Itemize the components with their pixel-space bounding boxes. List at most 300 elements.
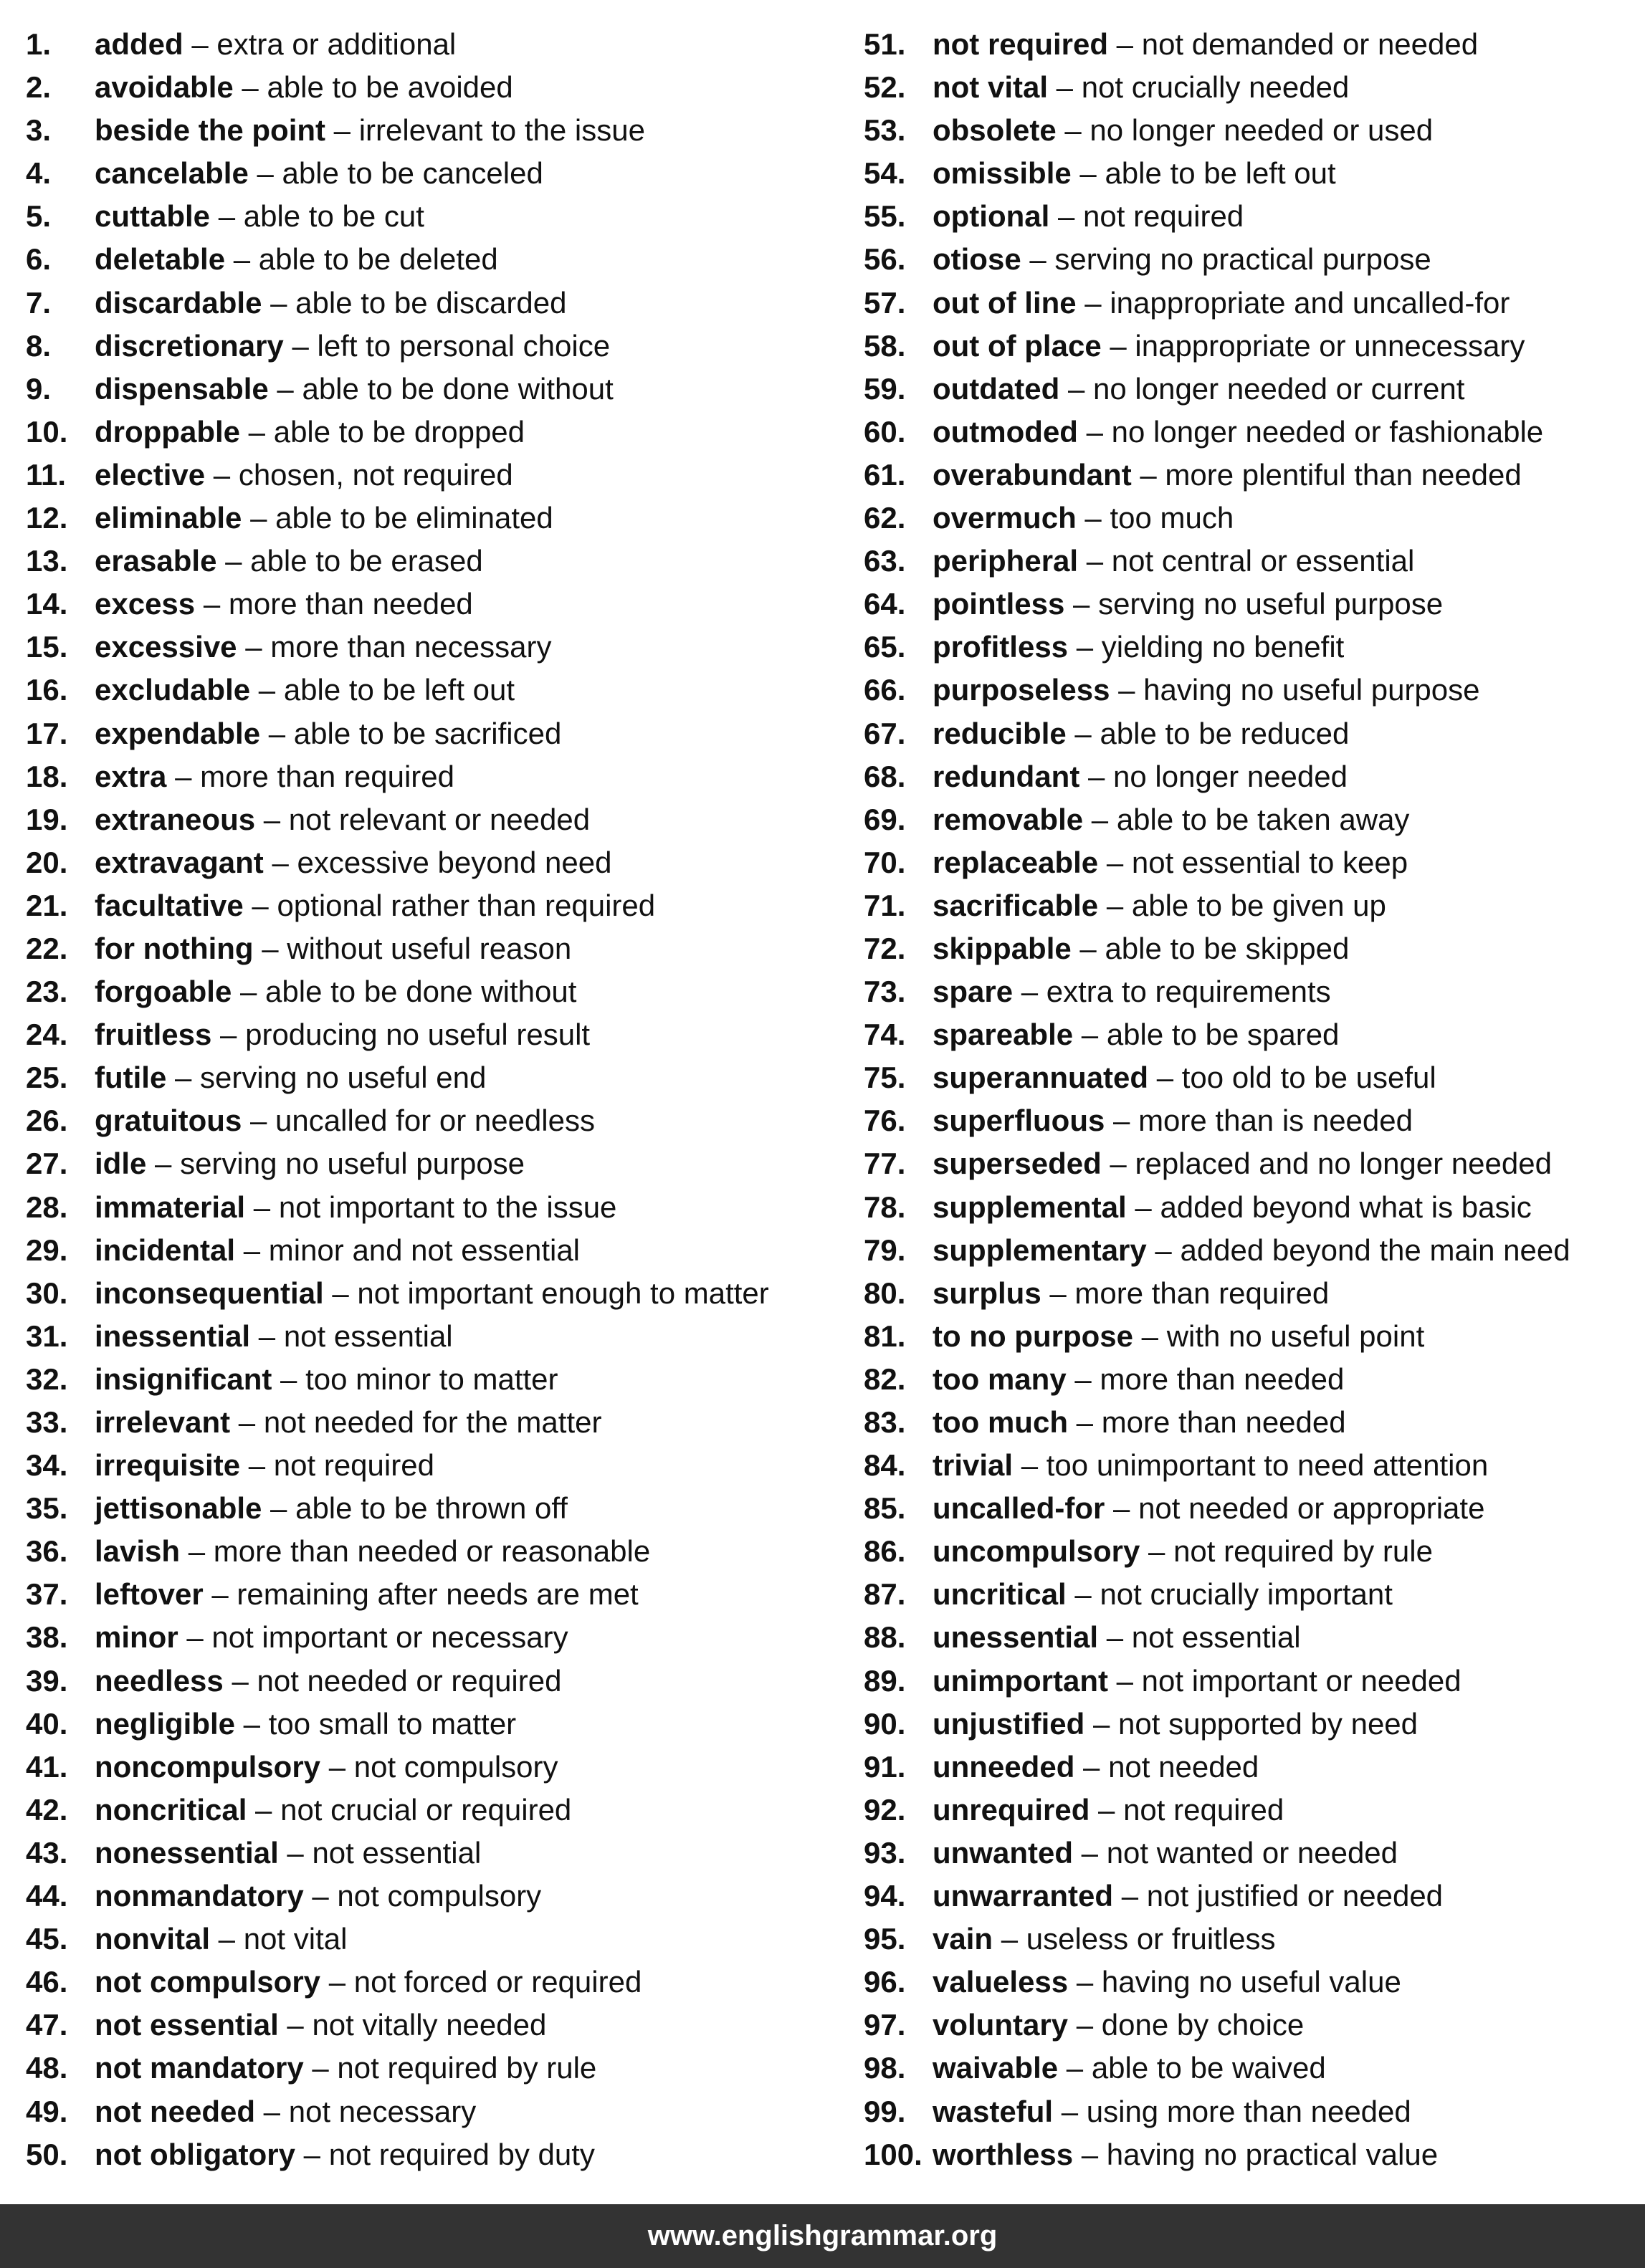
entry-term: waivable (933, 2051, 1059, 2085)
entry-number: 68. (864, 759, 906, 793)
entry-text (933, 1918, 1276, 1961)
list-item (26, 1616, 850, 1659)
entry-separator: – (320, 1749, 354, 1784)
entry-separator: – (235, 1706, 269, 1741)
entry-text (933, 1142, 1552, 1185)
entry-term: overmuch (933, 501, 1077, 535)
list-item (26, 1573, 850, 1616)
entry-separator: – (325, 113, 359, 148)
entry-definition: not required by rule (337, 2051, 597, 2085)
entry-text (933, 1746, 1259, 1789)
entry-term: unwarranted (933, 1879, 1114, 1913)
entry-term: dispensable (95, 371, 269, 406)
entry-term: purposeless (933, 673, 1110, 707)
entry-separator: – (1108, 27, 1142, 61)
entry-number: 57. (864, 285, 906, 320)
entry-term: pointless (933, 587, 1065, 621)
entry-text (933, 1358, 1344, 1401)
list-item (26, 927, 850, 970)
list-item (864, 1746, 1638, 1789)
entry-definition: more than is needed (1138, 1104, 1413, 1138)
entry-separator: – (1056, 113, 1090, 148)
list-item (864, 1530, 1638, 1573)
entry-definition: not essential to keep (1131, 845, 1408, 879)
entry-number: 4. (26, 156, 52, 191)
entry-separator: – (166, 1061, 201, 1095)
entry-definition: serving no useful end (200, 1061, 487, 1095)
entry-separator: – (278, 2008, 313, 2042)
list-item (864, 798, 1638, 841)
entry-text (933, 152, 1336, 195)
entry-separator: – (1076, 501, 1110, 535)
entry-term: redundant (933, 759, 1080, 793)
entry-number: 93. (864, 1835, 906, 1870)
list-item (26, 841, 850, 884)
list-item (864, 712, 1638, 755)
entry-number: 81. (864, 1319, 906, 1353)
entry-definition: having no practical value (1106, 2137, 1439, 2171)
entry-separator: – (1148, 1061, 1182, 1095)
entry-number: 10. (26, 414, 68, 449)
entry-number: 63. (864, 544, 906, 578)
entry-term: profitless (933, 630, 1069, 664)
entry-separator: – (320, 1965, 354, 1999)
entry-text (933, 1530, 1433, 1573)
entry-term: jettisonable (95, 1491, 262, 1526)
entry-number: 1. (26, 27, 52, 61)
entry-definition: uncalled for or needless (275, 1104, 595, 1138)
list-item (26, 884, 850, 927)
entry-text (933, 1444, 1488, 1487)
entry-term: beside the point (95, 113, 326, 148)
entry-text (95, 325, 610, 368)
list-item (864, 1358, 1638, 1401)
list-item (864, 497, 1638, 540)
entry-text (95, 2004, 546, 2047)
entry-separator: – (235, 1233, 269, 1267)
entry-definition: not essential (312, 1835, 482, 1870)
entry-definition: extra or additional (216, 27, 457, 61)
entry-separator: – (1110, 673, 1144, 707)
entry-definition: able to be given up (1131, 888, 1386, 922)
list-item (864, 109, 1638, 152)
entry-term: unessential (933, 1620, 1099, 1655)
entry-number: 90. (864, 1706, 906, 1741)
entry-number: 67. (864, 716, 906, 750)
entry-separator: – (237, 630, 271, 664)
entry-separator: – (216, 544, 251, 578)
entry-number: 22. (26, 931, 68, 965)
entry-number: 84. (864, 1448, 906, 1483)
entry-text (933, 1401, 1346, 1444)
entry-number: 66. (864, 673, 906, 707)
entry-number: 47. (26, 2008, 68, 2042)
entry-definition: without useful reason (287, 931, 572, 965)
entry-text (95, 1013, 590, 1056)
entry-definition: able to be skipped (1105, 931, 1350, 965)
entry-text (933, 497, 1234, 540)
entry-text (95, 23, 456, 66)
entry-text (95, 2047, 596, 2090)
entry-definition: not necessary (288, 2094, 477, 2128)
entry-definition: with no useful point (1166, 1319, 1425, 1353)
list-item (864, 1487, 1638, 1530)
list-item (864, 1401, 1638, 1444)
entry-number: 97. (864, 2008, 906, 2042)
entry-number: 83. (864, 1405, 906, 1439)
entry-separator: – (323, 1276, 358, 1310)
entry-number: 62. (864, 501, 906, 535)
list-item (864, 23, 1638, 66)
list-item (864, 1875, 1638, 1918)
entry-text (933, 927, 1349, 970)
entry-term: not mandatory (95, 2051, 304, 2085)
list-item (26, 109, 850, 152)
entry-definition: serving no useful purpose (1098, 587, 1444, 621)
entry-text (95, 540, 483, 583)
entry-definition: able to be spared (1106, 1018, 1340, 1052)
entry-term: out of place (933, 328, 1102, 363)
entry-definition: not vitally needed (312, 2008, 547, 2042)
entry-definition: more than needed (228, 587, 473, 621)
entry-separator: – (233, 70, 267, 105)
entry-number: 75. (864, 1061, 906, 1095)
entry-definition: more plentiful than needed (1165, 457, 1522, 492)
entry-number: 3. (26, 113, 52, 148)
entry-term: forgoable (95, 975, 232, 1009)
entry-text (933, 1961, 1401, 2004)
entry-definition: too old to be useful (1181, 1061, 1436, 1095)
entry-separator: – (1049, 199, 1084, 234)
entry-number: 40. (26, 1706, 68, 1741)
entry-term: not vital (933, 70, 1049, 105)
entry-definition: using more than needed (1086, 2094, 1411, 2128)
list-item (26, 1961, 850, 2004)
entry-term: superseded (933, 1147, 1102, 1181)
entry-number: 72. (864, 931, 906, 965)
entry-text (95, 2090, 476, 2133)
entry-number: 11. (26, 457, 67, 492)
entry-term: unwanted (933, 1835, 1073, 1870)
entry-separator: – (1071, 931, 1105, 965)
entry-term: uncritical (933, 1577, 1067, 1612)
entry-separator: – (303, 1879, 338, 1913)
list-item (864, 411, 1638, 454)
list-item (864, 884, 1638, 927)
entry-term: extraneous (95, 802, 256, 836)
entry-number: 95. (864, 1922, 906, 1956)
entry-text (933, 1315, 1424, 1358)
entry-text (933, 755, 1348, 798)
entry-separator: – (1074, 1749, 1109, 1784)
list-item (26, 411, 850, 454)
entry-definition: not crucially important (1100, 1577, 1393, 1612)
entry-definition: able to be deleted (258, 242, 498, 277)
entry-text (95, 1961, 642, 2004)
entry-term: supplementary (933, 1233, 1147, 1267)
entry-text (933, 195, 1244, 238)
entry-term: noncompulsory (95, 1749, 321, 1784)
list-item (26, 325, 850, 368)
entry-definition: not needed (1108, 1749, 1259, 1784)
entry-number: 15. (26, 630, 68, 664)
list-item (864, 1229, 1638, 1272)
entry-term: surplus (933, 1276, 1041, 1310)
list-item (864, 282, 1638, 325)
entry-number: 88. (864, 1620, 906, 1655)
entry-text (95, 1832, 481, 1875)
entry-separator: – (1058, 2051, 1092, 2085)
entry-number: 9. (26, 371, 52, 406)
entry-text (95, 1272, 769, 1315)
entry-number: 45. (26, 1922, 68, 1956)
entry-separator: – (245, 1190, 279, 1224)
entry-term: overabundant (933, 457, 1132, 492)
entry-definition: able to be canceled (282, 156, 543, 191)
entry-definition: serving no useful purpose (180, 1147, 525, 1181)
entry-definition: more than required (200, 759, 454, 793)
entry-separator: – (178, 1620, 212, 1655)
entry-number: 92. (864, 1792, 906, 1827)
entry-definition: having no useful purpose (1143, 673, 1480, 707)
entry-term: too much (933, 1405, 1068, 1439)
entry-definition: no longer needed (1113, 759, 1348, 793)
entry-term: discardable (95, 285, 262, 320)
entry-term: fruitless (95, 1018, 212, 1052)
list-item (864, 1789, 1638, 1832)
entry-text (933, 1099, 1413, 1142)
entry-separator: – (283, 328, 318, 363)
entry-text (933, 2004, 1304, 2047)
list-item (26, 626, 850, 669)
list-item (26, 1875, 850, 1918)
entry-text (95, 368, 614, 411)
entry-number: 60. (864, 414, 906, 449)
list-item (26, 1918, 850, 1961)
entry-number: 27. (26, 1147, 68, 1181)
entry-term: cancelable (95, 156, 249, 191)
footer-url[interactable]: www.englishgrammar.org (647, 2220, 998, 2252)
entry-definition: able to be left out (283, 673, 515, 707)
list-item (26, 1315, 850, 1358)
entry-text (95, 454, 513, 497)
entry-separator: – (225, 242, 259, 277)
entry-number: 74. (864, 1018, 906, 1052)
entry-text (95, 152, 543, 195)
entry-term: wasteful (933, 2094, 1054, 2128)
entry-definition: more than required (1074, 1276, 1330, 1310)
entry-definition: not required by rule (1173, 1534, 1433, 1569)
entry-text (95, 755, 454, 798)
entry-term: reducible (933, 716, 1067, 750)
entry-text (933, 23, 1478, 66)
entry-definition: able to be thrown off (295, 1491, 568, 1526)
entry-number: 30. (26, 1276, 68, 1310)
list-item (26, 1660, 850, 1703)
list-item (864, 1918, 1638, 1961)
entry-number: 56. (864, 242, 906, 277)
entry-text (95, 1401, 601, 1444)
entry-definition: more than needed (1101, 1405, 1346, 1439)
entry-definition: not required by duty (328, 2137, 595, 2171)
entry-term: to no purpose (933, 1319, 1133, 1353)
entry-separator: – (1066, 1577, 1100, 1612)
entry-definition: able to be avoided (267, 70, 513, 105)
entry-term: voluntary (933, 2008, 1069, 2042)
entry-term: unrequired (933, 1792, 1090, 1827)
entry-separator: – (1101, 1147, 1135, 1181)
entry-term: spareable (933, 1018, 1074, 1052)
entry-separator: – (1073, 1018, 1107, 1052)
list-item (864, 1660, 1638, 1703)
entry-term: trivial (933, 1448, 1014, 1483)
entry-definition: able to be taken away (1116, 802, 1410, 836)
entry-definition: left to personal choice (317, 328, 611, 363)
list-item (26, 970, 850, 1013)
entry-number: 23. (26, 975, 68, 1009)
entry-separator: – (243, 888, 277, 922)
entry-text (933, 1832, 1398, 1875)
entry-term: discretionary (95, 328, 284, 363)
entry-definition: not compulsory (337, 1879, 542, 1913)
entry-text (933, 1789, 1284, 1832)
entry-term: irrelevant (95, 1405, 231, 1439)
entry-separator: – (166, 759, 201, 793)
entry-text (933, 583, 1443, 626)
list-item (26, 1229, 850, 1272)
entry-text (95, 1229, 580, 1272)
entry-separator: – (250, 1319, 284, 1353)
entry-term: inconsequential (95, 1276, 324, 1310)
entry-text (95, 238, 498, 281)
entry-term: too many (933, 1362, 1067, 1396)
entry-definition: excessive beyond need (297, 845, 612, 879)
entry-term: spare (933, 975, 1014, 1009)
entry-term: futile (95, 1061, 167, 1095)
entry-number: 8. (26, 328, 52, 363)
entry-definition: not required (1123, 1792, 1284, 1827)
entry-term: sacrificable (933, 888, 1099, 922)
entry-text (95, 1703, 516, 1746)
entry-term: worthless (933, 2137, 1074, 2171)
entry-definition: not crucially needed (1081, 70, 1350, 105)
list-item (864, 755, 1638, 798)
list-item (864, 1272, 1638, 1315)
entry-text (933, 325, 1525, 368)
entry-definition: able to be done without (265, 975, 577, 1009)
entry-text (95, 669, 515, 712)
entry-text (933, 1660, 1462, 1703)
entry-term: idle (95, 1147, 147, 1181)
entry-text (95, 1358, 558, 1401)
entry-definition: inappropriate and uncalled-for (1110, 285, 1510, 320)
entry-separator: – (205, 457, 239, 492)
entry-term: for nothing (95, 931, 254, 965)
entry-number: 25. (26, 1061, 68, 1095)
list-item (26, 1832, 850, 1875)
entry-definition: not important enough to matter (357, 1276, 769, 1310)
entry-definition: able to be done without (302, 371, 614, 406)
list-item (864, 1013, 1638, 1056)
entry-separator: – (1105, 1491, 1139, 1526)
entry-term: superannuated (933, 1061, 1149, 1095)
entry-number: 82. (864, 1362, 906, 1396)
entry-definition: useless or fruitless (1026, 1922, 1276, 1956)
entry-separator: – (295, 2137, 329, 2171)
entry-text (95, 1616, 568, 1659)
entry-number: 49. (26, 2094, 68, 2128)
entry-definition: able to be erased (250, 544, 483, 578)
entry-term: erasable (95, 544, 217, 578)
entry-definition: more than needed or reasonable (213, 1534, 651, 1569)
entry-number: 87. (864, 1577, 906, 1612)
entry-definition: not justified or needed (1146, 1879, 1444, 1913)
entry-definition: not supported by need (1118, 1706, 1418, 1741)
entry-term: nonvital (95, 1922, 211, 1956)
list-item (864, 841, 1638, 884)
entry-text (95, 583, 473, 626)
entry-separator: – (255, 802, 289, 836)
entry-separator: – (1053, 2094, 1087, 2128)
entry-number: 38. (26, 1620, 68, 1655)
entry-definition: not central or essential (1111, 544, 1415, 578)
entry-separator: – (1068, 630, 1102, 664)
entry-definition: not wanted or needed (1106, 1835, 1398, 1870)
entry-text (95, 1875, 541, 1918)
entry-term: noncritical (95, 1792, 247, 1827)
entry-term: out of line (933, 285, 1077, 320)
entry-text (95, 497, 553, 540)
entry-text (933, 66, 1349, 109)
list-item (26, 755, 850, 798)
entry-text (933, 109, 1433, 152)
entry-separator: – (146, 1147, 181, 1181)
entry-text (95, 1487, 568, 1530)
entry-separator: – (1126, 1190, 1160, 1224)
list-item (26, 152, 850, 195)
list-item (864, 1056, 1638, 1099)
entry-term: unjustified (933, 1706, 1085, 1741)
entry-term: outdated (933, 371, 1060, 406)
entry-separator: – (247, 1792, 281, 1827)
entry-definition: not needed or appropriate (1138, 1491, 1485, 1526)
entry-number: 99. (864, 2094, 906, 2128)
entry-definition: not compulsory (353, 1749, 558, 1784)
entry-separator: – (262, 285, 296, 320)
entry-definition: not important to the issue (278, 1190, 617, 1224)
entry-number: 5. (26, 199, 52, 234)
entry-text (95, 411, 525, 454)
entry-definition: serving no practical purpose (1054, 242, 1431, 277)
entry-separator: – (1098, 888, 1132, 922)
entry-text (933, 238, 1431, 281)
entry-number: 19. (26, 802, 68, 836)
entry-definition: too unimportant to need attention (1046, 1448, 1489, 1483)
list-item (864, 927, 1638, 970)
entry-term: not compulsory (95, 1965, 321, 1999)
entry-text (933, 411, 1543, 454)
list-item (864, 2047, 1638, 2090)
entry-text (95, 1530, 650, 1573)
entry-definition: added beyond the main need (1180, 1233, 1570, 1267)
entry-separator: – (1041, 1276, 1075, 1310)
entry-separator: – (223, 1663, 257, 1698)
entry-definition: not needed for the matter (263, 1405, 602, 1439)
list-item (26, 2090, 850, 2133)
entry-separator: – (1068, 2008, 1102, 2042)
entry-definition: not required (1083, 199, 1244, 234)
entry-text (933, 1013, 1339, 1056)
